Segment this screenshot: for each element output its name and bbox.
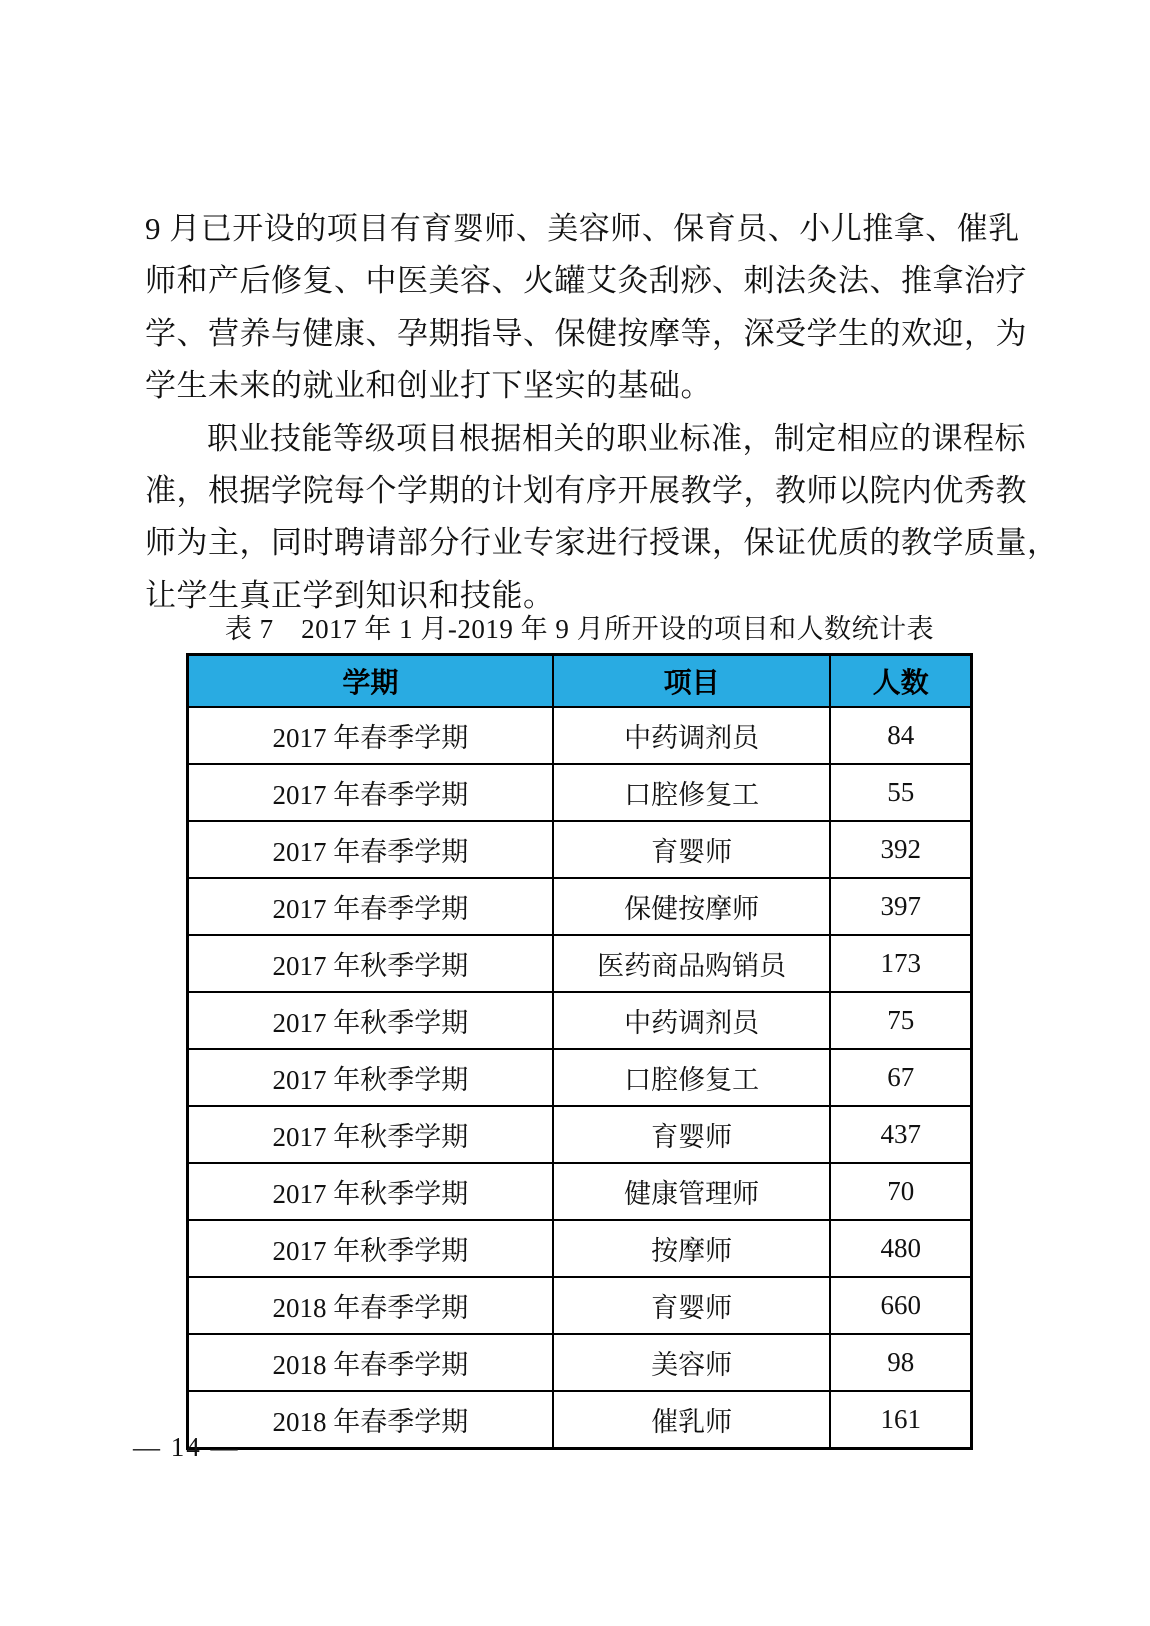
project-cell: 育婴师 xyxy=(553,1106,831,1163)
project-cell: 中药调剂员 xyxy=(553,992,831,1049)
semester-cell: 2017 年春季学期 xyxy=(188,878,553,935)
text-line: 准，根据学院每个学期的计划有序开展教学，教师以院内优秀教 xyxy=(145,472,1027,508)
project-cell: 保健按摩师 xyxy=(553,878,831,935)
table-row xyxy=(188,1277,972,1334)
project-cell: 催乳师 xyxy=(553,1391,831,1449)
project-cell: 中药调剂员 xyxy=(553,707,831,764)
paragraph-continuation xyxy=(145,203,1027,413)
text-line: 职业技能等级项目根据相关的职业标准，制定相应的课程标 xyxy=(207,420,1026,456)
table-row xyxy=(188,1220,972,1277)
table-caption: 表 7 2017 年 1 月-2019 年 9 月所开设的项目和人数统计表 xyxy=(224,614,935,644)
table-header-row xyxy=(188,655,972,708)
page-number: — 14 — xyxy=(133,1432,240,1462)
text-line: 学生未来的就业和创业打下坚实的基础。 xyxy=(145,368,712,404)
project-column-header: 项目 xyxy=(553,655,831,708)
text-line: 师为主，同时聘请部分行业专家进行授课，保证优质的教学质量， xyxy=(145,525,1059,561)
semester-column-header: 学期 xyxy=(188,655,553,708)
table-row xyxy=(188,821,972,878)
semester-cell: 2018 年春季学期 xyxy=(188,1334,553,1391)
semester-cell: 2018 年春季学期 xyxy=(188,1277,553,1334)
count-cell: 392 xyxy=(830,821,971,878)
text-line: 让学生真正学到知识和技能。 xyxy=(145,577,555,613)
table-row xyxy=(188,1334,972,1391)
count-cell: 84 xyxy=(830,707,971,764)
project-cell: 口腔修复工 xyxy=(553,1049,831,1106)
body-text xyxy=(145,203,1059,622)
project-cell: 美容师 xyxy=(553,1334,831,1391)
project-cell: 口腔修复工 xyxy=(553,764,831,821)
paragraph-vocational-levels xyxy=(145,413,1059,623)
count-cell: 55 xyxy=(830,764,971,821)
project-cell: 育婴师 xyxy=(553,821,831,878)
project-cell: 育婴师 xyxy=(553,1277,831,1334)
table-row xyxy=(188,1163,972,1220)
semester-cell: 2017 年秋季学期 xyxy=(188,1220,553,1277)
count-cell: 437 xyxy=(830,1106,971,1163)
semester-cell: 2017 年秋季学期 xyxy=(188,1106,553,1163)
table-body xyxy=(188,707,972,1449)
semester-cell: 2017 年秋季学期 xyxy=(188,992,553,1049)
count-cell: 70 xyxy=(830,1163,971,1220)
count-cell: 75 xyxy=(830,992,971,1049)
table-row xyxy=(188,1049,972,1106)
text-line: 9 月已开设的项目有育婴师、美容师、保育员、小儿推拿、催乳 xyxy=(145,211,1020,246)
project-cell: 医药商品购销员 xyxy=(553,935,831,992)
count-cell: 660 xyxy=(830,1277,971,1334)
count-cell: 397 xyxy=(830,878,971,935)
semester-cell: 2017 年秋季学期 xyxy=(188,1049,553,1106)
table-row xyxy=(188,1391,972,1449)
semester-cell: 2017 年春季学期 xyxy=(188,707,553,764)
table-row xyxy=(188,1106,972,1163)
table-row xyxy=(188,935,972,992)
count-cell: 480 xyxy=(830,1220,971,1277)
table-row xyxy=(188,707,972,764)
text-line: 学、营养与健康、孕期指导、保健按摩等，深受学生的欢迎，为 xyxy=(145,315,1027,351)
count-cell: 98 xyxy=(830,1334,971,1391)
table-row xyxy=(188,992,972,1049)
semester-cell: 2017 年春季学期 xyxy=(188,821,553,878)
table-row xyxy=(188,878,972,935)
semester-cell: 2017 年春季学期 xyxy=(188,764,553,821)
table-row xyxy=(188,764,972,821)
project-cell: 按摩师 xyxy=(553,1220,831,1277)
semester-cell: 2017 年秋季学期 xyxy=(188,1163,553,1220)
text-line: 师和产后修复、中医美容、火罐艾灸刮痧、刺法灸法、推拿治疗 xyxy=(145,263,1027,299)
semester-cell: 2018 年春季学期 xyxy=(188,1391,553,1449)
count-column-header: 人数 xyxy=(830,655,971,708)
count-cell: 173 xyxy=(830,935,971,992)
project-cell: 健康管理师 xyxy=(553,1163,831,1220)
count-cell: 67 xyxy=(830,1049,971,1106)
semester-cell: 2017 年秋季学期 xyxy=(188,935,553,992)
count-cell: 161 xyxy=(830,1391,971,1449)
stats-table xyxy=(186,653,973,1450)
